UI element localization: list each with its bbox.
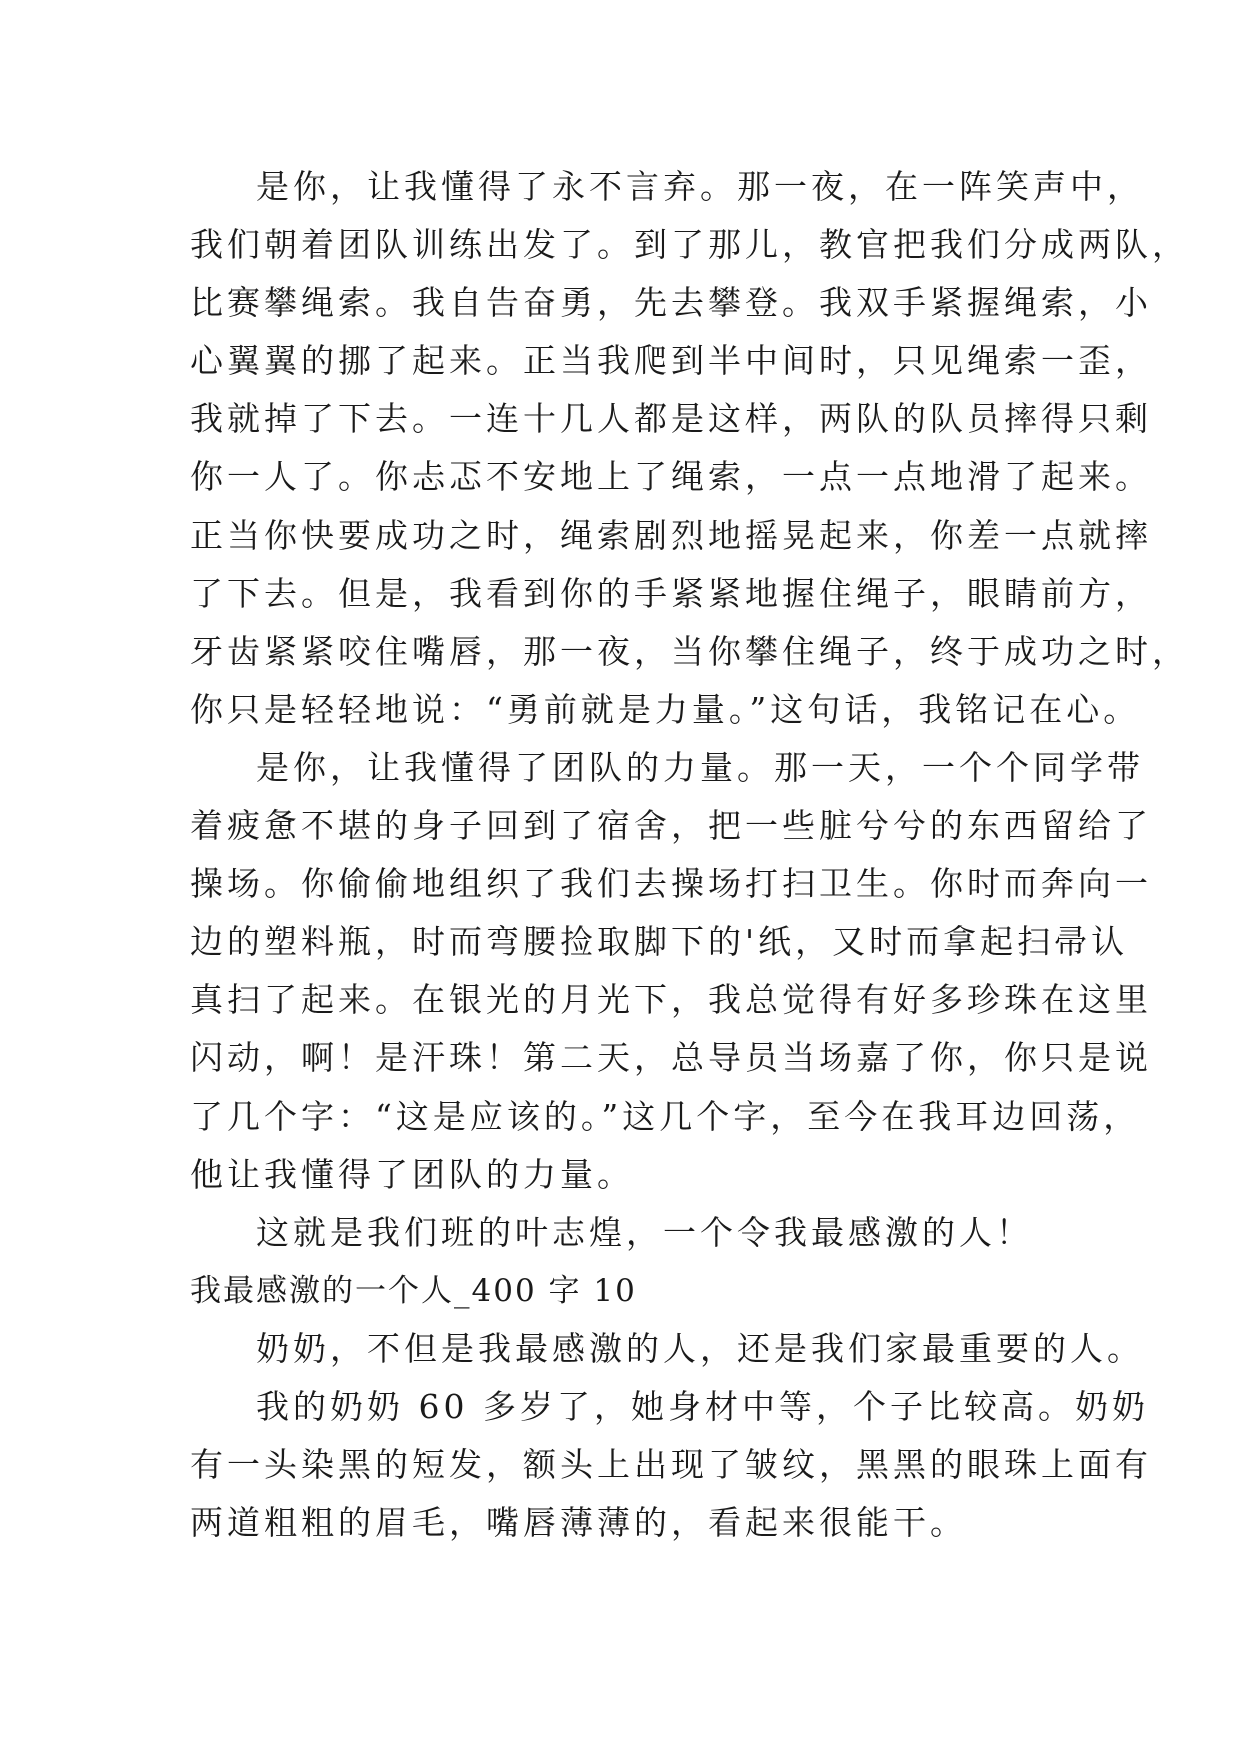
text-line: 正当你快要成功之时，绳索剧烈地摇晃起来，你差一点就摔: [190, 515, 1152, 555]
text-line: 我的奶奶 60 多岁了，她身材中等，个子比较高。奶奶: [256, 1386, 1149, 1426]
text-line: 你一人了。你忐忑不安地上了绳索，一点一点地滑了起来。: [190, 457, 1152, 497]
text-line: 操场。你偷偷地组织了我们去操场打扫卫生。你时而奔向一: [190, 864, 1152, 904]
text-line: 真扫了起来。在银光的月光下，我总觉得有好多珍珠在这里: [190, 980, 1152, 1020]
text-line: 是你，让我懂得了永不言弃。那一夜，在一阵笑声中，: [256, 167, 1144, 206]
text-line: 我就掉了下去。一连十几人都是这样，两队的队员摔得只剩: [190, 399, 1152, 439]
text-line: 边的塑料瓶，时而弯腰捡取脚下的'纸，又时而拿起扫帚认: [190, 922, 1129, 962]
text-line: 牙齿紧紧咬住嘴唇，那一夜，当你攀住绳子，终于成功之时，: [190, 631, 1189, 671]
text-line: 比赛攀绳索。我自告奋勇，先去攀登。我双手紧握绳索，小: [190, 283, 1152, 323]
text-line: 闪动，啊！是汗珠！第二天，总导员当场嘉了你，你只是说: [190, 1038, 1152, 1078]
text-line: 我们朝着团队训练出发了。到了那儿，教官把我们分成两队，: [190, 225, 1189, 265]
text-line: 这就是我们班的叶志煌，一个令我最感激的人！: [256, 1212, 1033, 1252]
text-line: 了下去。但是，我看到你的手紧紧地握住绳子，眼睛前方，: [190, 573, 1152, 613]
text-line: 了几个字：“这是应该的。”这几个字，至今在我耳边回荡，: [190, 1096, 1141, 1136]
text-line: 两道粗粗的眉毛，嘴唇薄薄的，看起来很能干。: [190, 1503, 967, 1543]
text-line: 奶奶，不但是我最感激的人，还是我们家最重要的人。: [256, 1328, 1144, 1368]
text-line: 你只是轻轻地说：“勇前就是力量。”这句话，我铭记在心。: [190, 689, 1141, 729]
text-line: 有一头染黑的短发，额头上出现了皱纹，黑黑的眼珠上面有: [190, 1445, 1152, 1485]
document-body: [190, 158, 1189, 1552]
text-line: 心翼翼的挪了起来。正当我爬到半中间时，只见绳索一歪，: [190, 341, 1152, 381]
text-line: 着疲惫不堪的身子回到了宿舍，把一些脏兮兮的东西留给了: [190, 806, 1152, 846]
article-heading: 我最感激的一个人_400 字 10: [190, 1272, 637, 1309]
text-line: 是你，让我懂得了团队的力量。那一天，一个个同学带: [256, 747, 1144, 787]
text-line: 他让我懂得了团队的力量。: [190, 1154, 634, 1194]
